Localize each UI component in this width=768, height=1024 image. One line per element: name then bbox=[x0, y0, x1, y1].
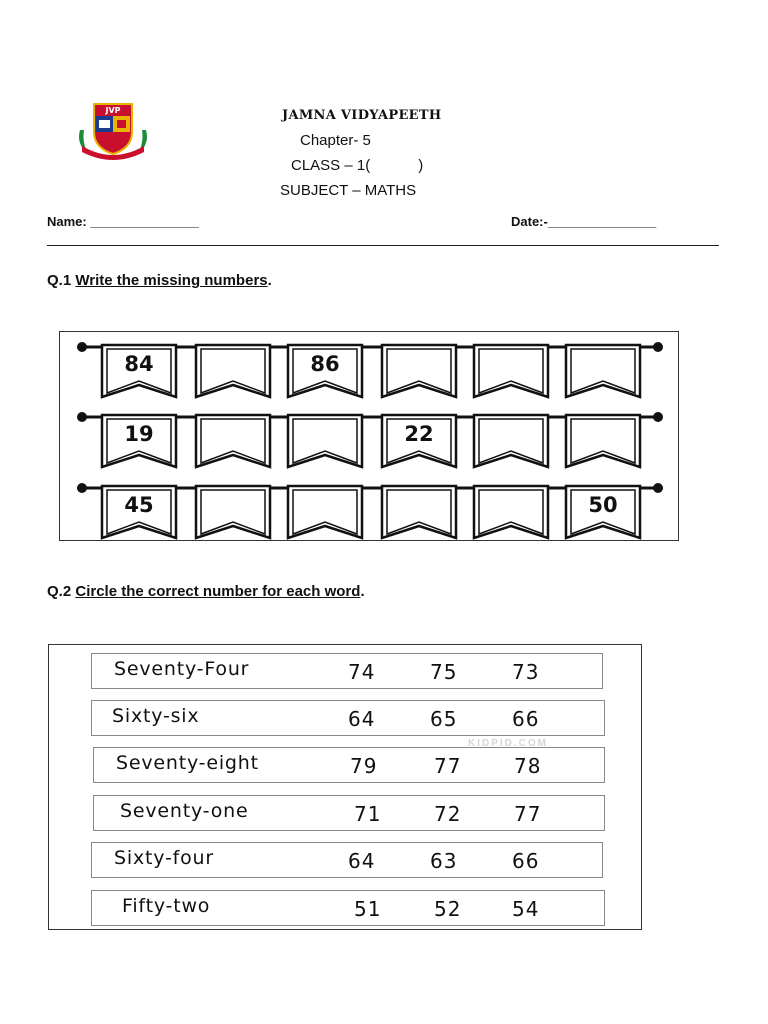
number-flag bbox=[382, 415, 456, 467]
date-field[interactable]: Date:-_______________ bbox=[511, 214, 657, 229]
number-word: Sixty-four bbox=[114, 847, 214, 869]
school-logo bbox=[72, 100, 154, 162]
number-option[interactable]: 52 bbox=[434, 897, 462, 921]
flag-number: 50 bbox=[588, 493, 618, 517]
blank-flag[interactable] bbox=[474, 345, 548, 397]
number-option[interactable]: 71 bbox=[354, 802, 382, 826]
number-flag bbox=[102, 345, 176, 397]
watermark: KIDPID.COM bbox=[468, 738, 548, 749]
school-name: JAMNA VIDYAPEETH bbox=[282, 108, 442, 123]
flag-number: 19 bbox=[124, 422, 154, 446]
class-close: ) bbox=[418, 157, 424, 174]
blank-flag[interactable] bbox=[288, 415, 362, 467]
number-option[interactable]: 72 bbox=[434, 802, 462, 826]
blank-flag[interactable] bbox=[474, 415, 548, 467]
question-1-end: . bbox=[267, 272, 272, 289]
number-option[interactable]: 66 bbox=[512, 707, 540, 731]
class-line bbox=[291, 157, 423, 174]
number-words-box bbox=[48, 644, 642, 930]
number-word-row bbox=[91, 700, 605, 736]
number-option[interactable]: 51 bbox=[354, 897, 382, 921]
number-word: Sixty-six bbox=[112, 705, 200, 727]
class-label: CLASS – 1( bbox=[291, 157, 371, 174]
number-option[interactable]: 64 bbox=[348, 707, 376, 731]
divider bbox=[47, 245, 719, 246]
question-2 bbox=[47, 583, 365, 600]
question-2-number: Q.2 bbox=[47, 583, 72, 600]
number-word: Seventy-one bbox=[120, 800, 249, 822]
blank-flag[interactable] bbox=[196, 345, 270, 397]
question-1-text: Write the missing numbers bbox=[75, 272, 268, 289]
garland-end-dot bbox=[653, 483, 663, 493]
flag-number: 86 bbox=[310, 352, 340, 376]
garland-end-dot bbox=[653, 342, 663, 352]
number-option[interactable]: 75 bbox=[430, 660, 458, 684]
flag-number: 45 bbox=[124, 493, 154, 517]
question-2-end: . bbox=[360, 583, 365, 600]
number-word: Seventy-Four bbox=[114, 658, 250, 680]
number-option[interactable]: 54 bbox=[512, 897, 540, 921]
number-word-row bbox=[93, 747, 605, 783]
number-flag bbox=[102, 415, 176, 467]
garland-end-dot bbox=[77, 412, 87, 422]
garland-end-dot bbox=[653, 412, 663, 422]
blank-flag[interactable] bbox=[566, 415, 640, 467]
number-word: Seventy-eight bbox=[116, 752, 259, 774]
flag-number: 84 bbox=[124, 352, 154, 376]
question-1-number: Q.1 bbox=[47, 272, 72, 289]
name-field[interactable]: Name: _______________ bbox=[47, 214, 199, 229]
number-option[interactable]: 73 bbox=[512, 660, 540, 684]
number-option[interactable]: 78 bbox=[514, 754, 542, 778]
number-word-row bbox=[91, 842, 603, 878]
blank-flag[interactable] bbox=[196, 415, 270, 467]
subject-line: SUBJECT – MATHS bbox=[280, 182, 417, 199]
garland-end-dot bbox=[77, 483, 87, 493]
garland-end-dot bbox=[77, 342, 87, 352]
chapter-title: Chapter- 5 bbox=[300, 132, 371, 149]
number-option[interactable]: 66 bbox=[512, 849, 540, 873]
blank-flag[interactable] bbox=[474, 486, 548, 538]
missing-numbers-box bbox=[59, 331, 679, 541]
flag-garland-area bbox=[60, 332, 680, 542]
number-flag bbox=[566, 486, 640, 538]
number-word-row bbox=[91, 653, 603, 689]
number-word-row bbox=[91, 890, 605, 926]
flag-row bbox=[77, 412, 663, 467]
number-option[interactable]: 64 bbox=[348, 849, 376, 873]
flag-row bbox=[77, 342, 663, 397]
logo-text: JVP bbox=[105, 106, 121, 115]
blank-flag[interactable] bbox=[382, 345, 456, 397]
blank-flag[interactable] bbox=[382, 486, 456, 538]
number-flag bbox=[102, 486, 176, 538]
number-flag bbox=[288, 345, 362, 397]
number-option[interactable]: 79 bbox=[350, 754, 378, 778]
blank-flag[interactable] bbox=[288, 486, 362, 538]
flag-row bbox=[77, 483, 663, 538]
flag-number: 22 bbox=[404, 422, 434, 446]
number-option[interactable]: 77 bbox=[434, 754, 462, 778]
blank-flag[interactable] bbox=[566, 345, 640, 397]
number-word: Fifty-two bbox=[122, 895, 211, 917]
question-2-text: Circle the correct number for each word bbox=[75, 583, 361, 600]
number-word-row bbox=[93, 795, 605, 831]
number-option[interactable]: 74 bbox=[348, 660, 376, 684]
number-option[interactable]: 63 bbox=[430, 849, 458, 873]
question-1 bbox=[47, 272, 272, 289]
number-option[interactable]: 65 bbox=[430, 707, 458, 731]
number-option[interactable]: 77 bbox=[514, 802, 542, 826]
blank-flag[interactable] bbox=[196, 486, 270, 538]
